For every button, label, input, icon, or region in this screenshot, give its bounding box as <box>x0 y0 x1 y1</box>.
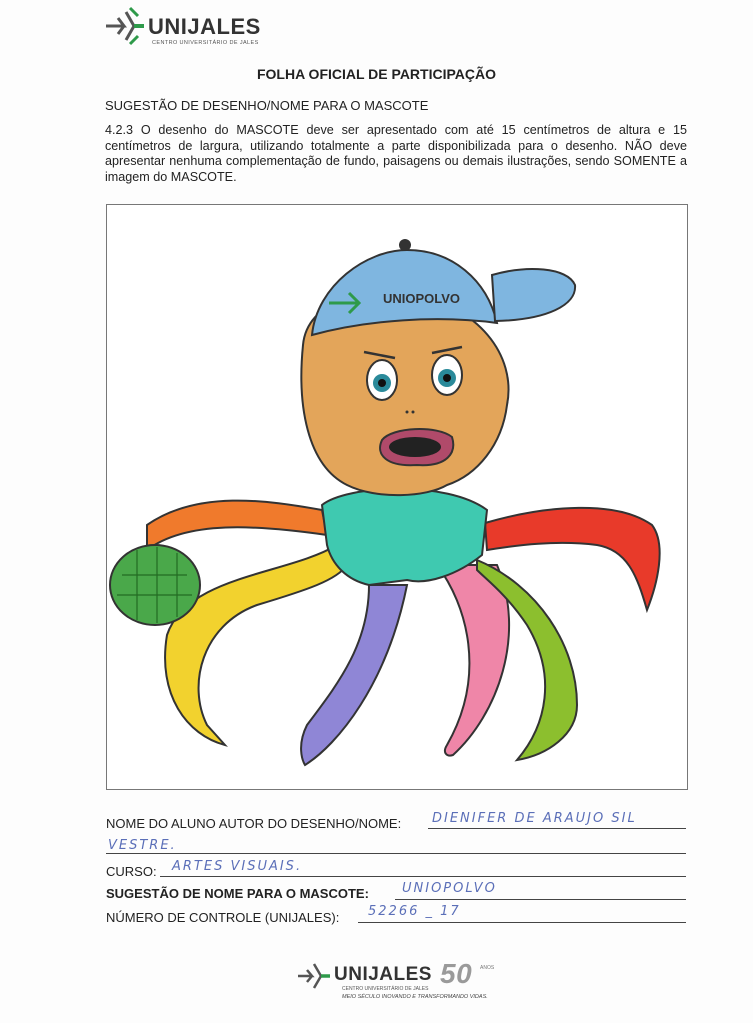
mascot-name-underline <box>395 899 686 900</box>
rules-paragraph: 4.2.3 O desenho do MASCOTE deve ser apresentado com até 15 centímetros de altura e 15 centímetros de largura, utilizando totalmente a parte disponibilizada para o desenho. NÃO deve apresentar nenhuma complementação de fundo, paisagens ou demais ilustrações, sendo SOMENTE a imagem do MASCOTE. <box>105 123 687 184</box>
course-label: CURSO: <box>106 864 157 879</box>
anniversary-suffix: ANOS <box>480 965 495 971</box>
page-title: FOLHA OFICIAL DE PARTICIPAÇÃO <box>256 66 497 82</box>
mascot-name-label: SUGESTÃO DE NOME PARA O MASCOTE: <box>106 886 369 901</box>
unijales-logo-header <box>104 4 284 52</box>
cap-text: UNIOPOLVO <box>383 291 461 306</box>
author-value-line1: DIENIFER DE ARAUJO SIL <box>432 811 637 826</box>
unijales-logo-footer <box>296 954 506 1006</box>
course-underline <box>160 876 686 877</box>
drawing-area <box>106 204 688 790</box>
control-number-value: 52266 _ 17 <box>368 904 461 919</box>
author-label: NOME DO ALUNO AUTOR DO DESENHO/NOME: <box>106 816 402 831</box>
course-value: ARTES VISUAIS. <box>172 859 303 874</box>
page-subtitle: SUGESTÃO DE DESENHO/NOME PARA O MASCOTE <box>105 98 429 113</box>
author-underline-2 <box>106 853 686 854</box>
logo-tagline: CENTRO UNIVERSITÁRIO DE JALES <box>152 40 259 46</box>
anniversary-number: 50 <box>440 958 473 989</box>
logo-name: UNIJALES <box>148 14 261 39</box>
footer-logo-tagline: CENTRO UNIVERSITÁRIO DE JALES <box>342 986 429 992</box>
octopus-mascot-drawing <box>107 205 687 789</box>
unijales-arrows-icon-footer <box>296 958 334 998</box>
footer-logo-name: UNIJALES <box>334 964 432 985</box>
control-number-underline <box>358 922 686 923</box>
control-number-label: NÚMERO DE CONTROLE (UNIJALES): <box>106 910 340 925</box>
mascot-name-value: UNIOPOLVO <box>402 881 497 896</box>
author-value-line2: VESTRE. <box>108 838 177 853</box>
footer-slogan: MEIO SÉCULO INOVANDO E TRANSFORMANDO VIDAS. <box>342 994 488 1000</box>
author-underline-1 <box>428 828 686 829</box>
